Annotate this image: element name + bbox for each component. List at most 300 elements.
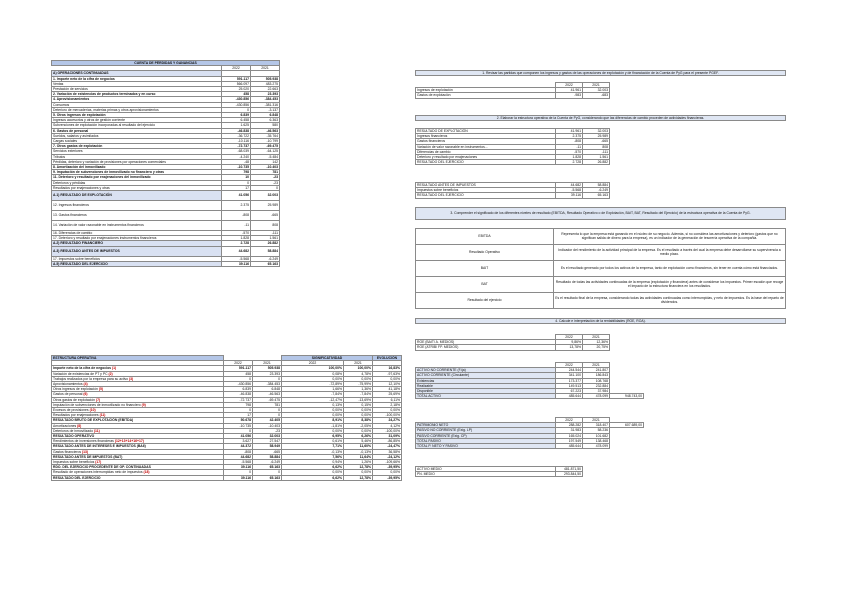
q4-year: 2022 (556, 418, 583, 423)
pyg-row (52, 246, 280, 256)
est-value-2021: 65.163 (253, 475, 282, 480)
q2-value-2022: 1.828 (556, 155, 583, 160)
estructura-ref: (11) (93, 428, 100, 433)
estructura-label-text: Gastos de personal (53, 392, 83, 397)
pyg-value-2022: -36.722 (222, 133, 251, 138)
pyg-row-label: 7. Otros gastos de explotación (52, 144, 222, 149)
q1-year: 2022 (556, 83, 583, 88)
q2-value-2022: -808 (556, 139, 583, 144)
estructura-label-text: RESULTADO ANTES DE INTERESES E IMPUESTOS (BAII) (53, 444, 146, 449)
est-evolucion: 36,58% (373, 449, 402, 454)
pyg-row (52, 221, 280, 231)
q2-value-2021: 58.884 (583, 183, 610, 188)
pyg-row-label: Sueldos, salarios y asimilados (52, 133, 222, 138)
pyg-value-2022: 2.728 (222, 241, 251, 246)
pyg-value-2021: 6.848 (251, 113, 280, 118)
pyg-title: CUENTA DE PÉRDIDAS Y GANANCIAS (52, 61, 280, 66)
pyg-row-label: Ingresos accesorios y otros de gestión corriente (52, 118, 222, 123)
q4-ratio-label: ROE (ATRIB/ FP. MEDIOS) (416, 345, 556, 350)
pyg-value-2021: -64.125 (251, 149, 280, 154)
q4-ratios-table (415, 334, 610, 351)
estructura-label-text: Deterioros de inmovilizado (53, 428, 93, 433)
q4-liab-2022: 31.983 (556, 428, 583, 433)
pyg-row-label: Resultados por enajenaciones y otras (52, 185, 222, 190)
est-value-2022: 6.839 (224, 387, 253, 392)
est-value-2022: 17 (224, 413, 253, 418)
estructura-label-text: Amortizaciones (53, 423, 77, 428)
q2-value-2022: 44.682 (556, 183, 583, 188)
pyg-value-2022: 44.682 (222, 246, 251, 256)
est-signif-2022: -0,13% (282, 449, 344, 454)
q1-year: 2021 (583, 83, 610, 88)
est-signif-2021: -2,05% (344, 423, 373, 428)
est-value-2022: -430.856 (224, 382, 253, 387)
estructura-ref: (9) (141, 402, 146, 407)
q2-value-2021: -6.249 (583, 188, 610, 193)
est-signif-2021: 12,78% (344, 465, 373, 470)
pyg-value-2021: 781 (251, 170, 280, 175)
estructura-ref: (1) (111, 366, 117, 371)
pyg-value-2021: 483.275 (251, 81, 280, 86)
est-value-2022: 3.627 (224, 439, 253, 444)
pyg-value-2021: 808 (251, 221, 280, 231)
estructura-label-text: RESULTADO OPERATIVO (53, 434, 95, 439)
est-value-2021: 65.163 (253, 465, 282, 470)
est-value-2022: 0 (224, 428, 253, 433)
est-signif-2021: -13,69% (344, 397, 373, 402)
q1-row (416, 93, 610, 98)
pyg-value-2021: 580 (251, 123, 280, 128)
pyg-value-2021: -111 (251, 231, 280, 236)
pyg-value-2022: -68.039 (222, 149, 251, 154)
pyg-value-2021: -6.249 (251, 256, 280, 261)
q4-asset-label: ACTIVO CORRIENTE (Circulante) (416, 373, 556, 378)
pyg-row (52, 261, 280, 266)
pyg-row-label: A.3) RESULTADO ANTES DE IMPUESTOS (52, 246, 222, 256)
estructura-title: ESTRUCTURA OPERATIVA (52, 356, 224, 361)
q4-asset-label: Disponible (416, 389, 556, 394)
est-year: 2022 (224, 361, 253, 366)
est-value-2022: 0 (224, 470, 253, 475)
estructura-ref: (4) (83, 382, 88, 387)
q4-liab-2021: 101.682 (583, 433, 610, 438)
pyg-row-label: A.2) RESULTADO FINANCIERO (52, 241, 222, 246)
pyg-row-label: 16. Diferencias de cambio (52, 231, 222, 236)
est-evolucion: 6,11% (373, 397, 402, 402)
estructura-label-text: Impuestos sobre beneficios (53, 460, 95, 465)
q4-ratio-2021: 20,75% (583, 345, 610, 350)
q4-medios-label: PN. MEDIO (416, 472, 556, 477)
q2-row-label: RESULTADO ANTES DE IMPUESTOS (416, 183, 556, 188)
q2-row-label: Deterioro y resultado por enajenaciones (416, 155, 556, 160)
q3-term: BAT (416, 277, 554, 293)
q3-definition: Es el resultado final de la empresa, considerando todas las actividades continuadas como interrumpidas, y neto de impuestos. Es la base del reparto de dividendos. (554, 293, 786, 309)
pyg-value-2021: 32.003 (251, 191, 280, 201)
q4-asset-2021: 186.843 (583, 373, 610, 378)
pyg-value-2021: -5.484 (251, 154, 280, 159)
pyg-row-label: A.1) RESULTADO DE EXPLOTACIÓN (52, 191, 222, 201)
pyg-year: 2022 (222, 66, 251, 71)
q4-ratio-2022: 13,78% (556, 345, 583, 350)
q4-year: 2021 (583, 418, 610, 423)
est-value-2021: 6.848 (253, 387, 282, 392)
estructura-ref: (7) (95, 397, 101, 402)
q2-table-2 (415, 182, 610, 199)
pyg-value-2022: 1.625 (222, 123, 251, 128)
q3-row (416, 277, 786, 293)
pyg-row-label: 17. Impuestos sobre beneficios (52, 256, 222, 261)
q4-liab-row (416, 444, 644, 449)
q4-liab-2021: 58.236 (583, 428, 610, 433)
est-signif-2021: 5,46% (344, 439, 373, 444)
est-value-2022: 44.372 (224, 444, 253, 449)
pyg-value-2022: 17 (222, 185, 251, 190)
est-evolucion: 4,12% (373, 423, 402, 428)
estructura-ref: (17) (95, 460, 102, 465)
pyg-value-2022: -72.737 (222, 144, 251, 149)
q4-asset-2022: 485.644 (556, 394, 583, 399)
est-signif-2022: 0,00% (282, 470, 344, 475)
est-evolucion: 0,00% (373, 470, 402, 475)
est-evolucion: 16,83% (373, 366, 402, 371)
est-value-2021: 781 (253, 402, 282, 407)
pyg-row-label: Consumos (52, 102, 222, 107)
est-signif-2022: 7,56% (282, 454, 344, 459)
pyg-row-label: Cargas sociales (52, 139, 222, 144)
pyg-row-label: 6. Gastos de personal (52, 128, 222, 133)
pyg-row-label: 1. Importe neto de la cifra de negocios (52, 76, 222, 81)
estructura-ref: (18) (143, 470, 150, 475)
est-signif-2021: 0,00% (344, 413, 373, 418)
pyg-value-2022: 10 (222, 175, 251, 180)
q3-table (415, 228, 786, 309)
est-signif-2022: 0,00% (282, 413, 344, 418)
pyg-value-2022: -430.856 (222, 102, 251, 107)
est-evolucion: 24,27% (373, 418, 402, 423)
est-evolucion: -100,00% (373, 413, 402, 418)
pyg-value-2021: -665 (251, 211, 280, 221)
q1-row-label: Ingresos de explotación (416, 88, 556, 93)
estructura-row (52, 475, 402, 480)
q1-value-2022: -983 (556, 93, 583, 98)
est-value-2021: 0 (253, 376, 282, 381)
q3-row (416, 229, 786, 245)
q4-asset-2022: 149.513 (556, 383, 583, 388)
est-signif-2021: -75,99% (344, 382, 373, 387)
est-value-2021: 0 (253, 470, 282, 475)
q4-ratio-2021: 12,36% (583, 340, 610, 345)
est-value-2022: 591.117 (224, 366, 253, 371)
q3-row (416, 245, 786, 261)
est-signif-2022: 7,71% (282, 444, 344, 449)
est-value-2021: 58.884 (253, 454, 282, 459)
q3-definition: Representa lo que la empresa está ganando en el núcleo de su negocio. Además, si no considera las amortizaciones y deterioro (gastos que no significan salida de dinero para la empresa), es un indicador de la generación de tesorería operativa de la compañía. (554, 229, 786, 245)
q4-asset-label: Realizable (416, 383, 556, 388)
q4-liab-label: TOTAL P. NETO Y PASIVO (416, 444, 556, 449)
pyg-row-label: 11. Deterioro y resultado por enajenaciones del inmovilizado (52, 175, 222, 180)
q3-term: Resultado Operativo (416, 245, 554, 261)
pyg-value-2022: -430.856 (222, 97, 251, 102)
q2-value-2022: 39.116 (556, 193, 583, 198)
q2-row-label: Ingresos financieros (416, 134, 556, 139)
pyg-value-2021: 25.989 (251, 201, 280, 211)
pyg-value-2022: 566.097 (222, 81, 251, 86)
q4-liab-2021: 318.407 (583, 423, 610, 428)
est-value-2022: -5.568 (224, 460, 253, 465)
estructura-label-text: Variación de existencias de PT y PC (53, 371, 108, 376)
est-evolucion: 25,69% (373, 392, 402, 397)
est-signif-2021: 0,00% (344, 408, 373, 413)
pyg-value-2022: 6.839 (222, 113, 251, 118)
q4-medios-table (415, 466, 610, 477)
q2-value-2021: 65.163 (583, 193, 610, 198)
q4-year: 2022 (556, 335, 583, 340)
est-value-2022: 44.682 (224, 454, 253, 459)
q4-medios-row (416, 472, 610, 477)
q2-row (416, 160, 610, 165)
q3-definition: Es el resultado generado por todos los activos de la empresa, tanto de explotación como financieros, sin tener en cuenta cómo está financiados. (554, 261, 786, 277)
pyg-row-label: 17. Deterioro y resultado por enajenaciones instrumentos financieros (52, 236, 222, 241)
est-evolucion: -86,85% (373, 439, 402, 444)
q2-value-2022: 41.961 (556, 129, 583, 134)
q1-title: 1. Revisar las partidas que componen los ingresos y gastos de las operaciones de explotación y de financiación de la Cuenta de PyG para el presente PGEF. (416, 71, 786, 76)
est-value-2022: 39.116 (224, 475, 253, 480)
q2-row-label: RESULTADO DEL EJERCICIO (416, 160, 556, 165)
q3-title: 3. Comprender el significado de los diferentes niveles de resultado (EBITDA, Resultado Operativo o de Explotación, BAIT, BAT, Resultado del Ejercicio) de la estructura operativa de la Cuenta de PyG. (416, 208, 786, 220)
estructura-ref: (5) (98, 387, 103, 392)
est-signif-2021: 0,00% (344, 376, 373, 381)
pyg-value-2022: 39.116 (222, 261, 251, 266)
pyg-value-2021: 23.393 (251, 92, 280, 97)
pyg-value-2021: -10.799 (251, 139, 280, 144)
pyg-row-label: A.5) RESULTADO DEL EJERCICIO (52, 261, 222, 266)
q4-liab-2021: 138.468 (583, 438, 610, 443)
estructura-label-text: Otros ingresos de explotación (53, 387, 98, 392)
pyg-value-2021: 505.938 (251, 76, 280, 81)
q1-value-2021: -683 (583, 93, 610, 98)
estructura-ref: (6) (83, 392, 88, 397)
estructura-label-text: Resultados por enajenaciones (53, 413, 99, 418)
pyg-row-label: 14. Variación de valor razonable en instrumentos financieros (52, 221, 222, 231)
q2-row-label: RESULTADO DEL EJERCICIO (416, 193, 556, 198)
pyg-value-2021: 58.884 (251, 246, 280, 256)
est-value-2021: 505.938 (253, 366, 282, 371)
est-signif-2022: 6,62% (282, 465, 344, 470)
est-signif-2021: 11,60% (344, 444, 373, 449)
est-signif-2022: -7,84% (282, 392, 344, 397)
est-evolucion: 0,00% (373, 376, 402, 381)
q2-value-2021: 25.989 (583, 134, 610, 139)
estructura-table (51, 355, 402, 481)
q3-term: Resultado del ejercicio (416, 293, 554, 309)
pyg-value-2022: 0 (222, 107, 251, 112)
pyg-value-2022: -46.838 (222, 128, 251, 133)
est-signif-2021: 6,26% (344, 434, 373, 439)
estructura-label-text: Imputación de subvenciones de inmovilizado no financiero (53, 402, 141, 407)
q4-asset-2021: 232.884 (583, 383, 610, 388)
q4-liab-2021: 478.099 (583, 444, 610, 449)
est-value-2022: 458 (224, 371, 253, 376)
estructura-label-text: Resultado de operaciones interrumpidas neto de impuestos (53, 470, 143, 475)
q2-value-2022: -5.568 (556, 188, 583, 193)
pyg-row (52, 191, 280, 201)
est-value-2022: -72.737 (224, 397, 253, 402)
q2-value-2022: -570 (556, 149, 583, 154)
pyg-value-2022: -5.568 (222, 256, 251, 261)
est-signif-2021: 12,78% (344, 475, 373, 480)
est-value-2022: 798 (224, 402, 253, 407)
pyg-value-2021: -384.453 (251, 97, 280, 102)
pyg-row-label: 8. Amortización del inmovilizado (52, 165, 222, 170)
q2-value-2021: 808 (583, 144, 610, 149)
est-evolucion: -109,66% (373, 460, 402, 465)
est-evolucion: 41,18% (373, 387, 402, 392)
q4-asset-label: Existencias (416, 378, 556, 383)
q1-table (415, 70, 786, 76)
est-value-2021: -69.475 (253, 397, 282, 402)
pyg-row (52, 201, 280, 211)
q4-liab-label: TOTAL PASIVO (416, 438, 556, 443)
est-value-2022: 0 (224, 408, 253, 413)
est-year: 2021 (253, 361, 282, 366)
q4-ratio-2022: 9,86% (556, 340, 583, 345)
pyg-value-2022: 6.458 (222, 118, 251, 123)
estructura-ref: (10) (89, 408, 96, 413)
est-value-2021: 32.003 (253, 434, 282, 439)
est-signif-2022: 6,95% (282, 434, 344, 439)
q4-asset-row (416, 394, 644, 399)
pyg-value-2022: -48 (222, 159, 251, 164)
q2-row-label: Gastos financieros (416, 139, 556, 144)
pyg-value-2022: 798 (222, 170, 251, 175)
estructura-ref: (3) (129, 376, 134, 381)
est-value-2022: 50.678 (224, 418, 253, 423)
pyg-row-label: Subvenciones de explotación incorporadas al resultado del ejercicio (52, 123, 222, 128)
pyg-value-2021: 142 (251, 159, 280, 164)
q4-liab-sum: 607.689,00 (610, 423, 644, 428)
q4-asset-2021: 478.099 (583, 394, 610, 399)
est-signif-2021: 100,00% (344, 366, 373, 371)
pyg-value-2022: -808 (222, 211, 251, 221)
q1-value-2022: 41.961 (556, 88, 583, 93)
estructura-ref: (12+13+14+16+17) (114, 439, 144, 444)
q2-value-2022: 2.375 (556, 134, 583, 139)
q2-value-2021: -111 (583, 149, 610, 154)
pyg-value-2022: 41.056 (222, 191, 251, 201)
q3-definition: Indicador del rendimiento de la actividad principal de la empresa. Es el resultado a través del cual la empresa debe desarrollarse su supervivencia a medio plazo. (554, 245, 786, 261)
q4-ratio-label: ROE (BAIT/ A. MEDIOS) (416, 340, 556, 345)
pyg-value-2021: 65.163 (251, 261, 280, 266)
pyg-row-label: 2. Variación de existencias de productos terminados y en curso (52, 92, 222, 97)
pyg-row-label: Prestación de servicios (52, 87, 222, 92)
est-evolucion: 2,18% (373, 402, 402, 407)
estructura-ref: (2) (108, 371, 113, 376)
q4-medios-label: ACTIVO MEDIO (416, 467, 556, 472)
pyg-table (51, 60, 280, 267)
est-value-2022: 39.116 (224, 465, 253, 470)
pyg-row-label: Pérdidas, deterioro y variación de provisiones por operaciones comerciales (52, 159, 222, 164)
estructura-label-text: RESULTADO DEL EJERCICIO (53, 475, 101, 480)
estructura-label-text: RDO. DEL EJERCICIO PROCEDENTE DE OP. CONTINUADAS (53, 465, 151, 470)
pyg-year: 2021 (251, 66, 280, 71)
q2-value-2022: -11 (556, 144, 583, 149)
q4-asset-2022: 244.544 (556, 368, 583, 373)
estructura-label-text: Gastos financieros (53, 449, 82, 454)
q4-ratio-row (416, 345, 610, 350)
est-evolucion: -100,00% (373, 428, 402, 433)
pyg-value-2022: -11 (222, 221, 251, 231)
pyg-value-2021: -46.563 (251, 128, 280, 133)
est-signif-2022: 0,00% (282, 408, 344, 413)
q2-value-2021: 1.561 (583, 155, 610, 160)
pyg-row (52, 159, 280, 164)
q1-value-2021: 32.003 (583, 88, 610, 93)
pyg-value-2022: -10.116 (222, 139, 251, 144)
q2-value-2022: 2.728 (556, 160, 583, 165)
pyg-value-2021: 6.363 (251, 118, 280, 123)
pyg-value-2021: -3.137 (251, 107, 280, 112)
pyg-row-label: 9. Imputación de subvenciones de inmovilizado no financiero y otras (52, 170, 222, 175)
q2-row (416, 193, 610, 198)
estructura-label-text: Excesos de provisiones (53, 408, 89, 413)
est-signif-2022: 8,91% (282, 418, 344, 423)
est-signif-2022: 0,08% (282, 371, 344, 376)
pyg-value-2022: 458 (222, 92, 251, 97)
est-evolucion: -39,95% (373, 465, 402, 470)
q4-asset-2022: 173.377 (556, 378, 583, 383)
q2-value-2021: -665 (583, 139, 610, 144)
est-value-2021: -23 (253, 428, 282, 433)
pyg-value-2021: -35.764 (251, 133, 280, 138)
pyg-row-label: Ventas (52, 81, 222, 86)
q3-definition: Resultado de todas las actividades continuadas de la empresa (explotación y financiera) antes de considerar los impuestos. Primer escalón que recoge el impacto de la estructura financiera en los resultados. (554, 277, 786, 293)
est-value-2021: -384.453 (253, 382, 282, 387)
pyg-value-2021: 0 (251, 185, 280, 190)
q2-row-label: Variación de valor razonable en instrumentos... (416, 144, 556, 149)
pyg-value-2021: -23 (251, 180, 280, 185)
est-signif-2022: 0,00% (282, 376, 344, 381)
q4-liab-table (415, 417, 644, 449)
est-value-2021: 58.949 (253, 444, 282, 449)
est-signif-2022: 0,94% (282, 460, 344, 465)
pyg-row-label: 4. Aprovisionamientos (52, 97, 222, 102)
est-signif-2022: 0,00% (282, 428, 344, 433)
est-signif-2022: -12,47% (282, 397, 344, 402)
estructura-ref: (8) (77, 423, 82, 428)
pyg-row-label: A) OPERACIONES CONTINUADAS (52, 71, 222, 76)
q4-asset-sum: 948.743,00 (610, 394, 644, 399)
estructura-label-text: Aprovisionamientos (53, 382, 83, 387)
q2-value-2021: 26.882 (583, 160, 610, 165)
est-value-2022: 0 (224, 376, 253, 381)
q2-value-2021: 32.003 (583, 129, 610, 134)
q4-asset-label: ACTIVO NO CORRIENTE (F.ija) (416, 368, 556, 373)
q4-liab-2022: 197.549 (556, 438, 583, 443)
est-signif-2022: -72,89% (282, 382, 344, 387)
est-signif-2022: 100,00% (282, 366, 344, 371)
pyg-value-2022: 591.117 (222, 76, 251, 81)
estructura-label-text: Importe neto de la cifra de negocios (53, 366, 112, 371)
estructura-ref: (13) (82, 449, 89, 454)
pyg-value-2021: 22.663 (251, 87, 280, 92)
est-value-2021: 0 (253, 413, 282, 418)
estructura-row-label (52, 475, 224, 480)
q4-liab-label: PATRIMONIO NETO (416, 423, 556, 428)
pyg-value-2022: -570 (222, 231, 251, 236)
est-signif-2022: 0,61% (282, 439, 344, 444)
est-value-2021: -10.403 (253, 423, 282, 428)
estructura-ref: (11) (99, 413, 106, 418)
